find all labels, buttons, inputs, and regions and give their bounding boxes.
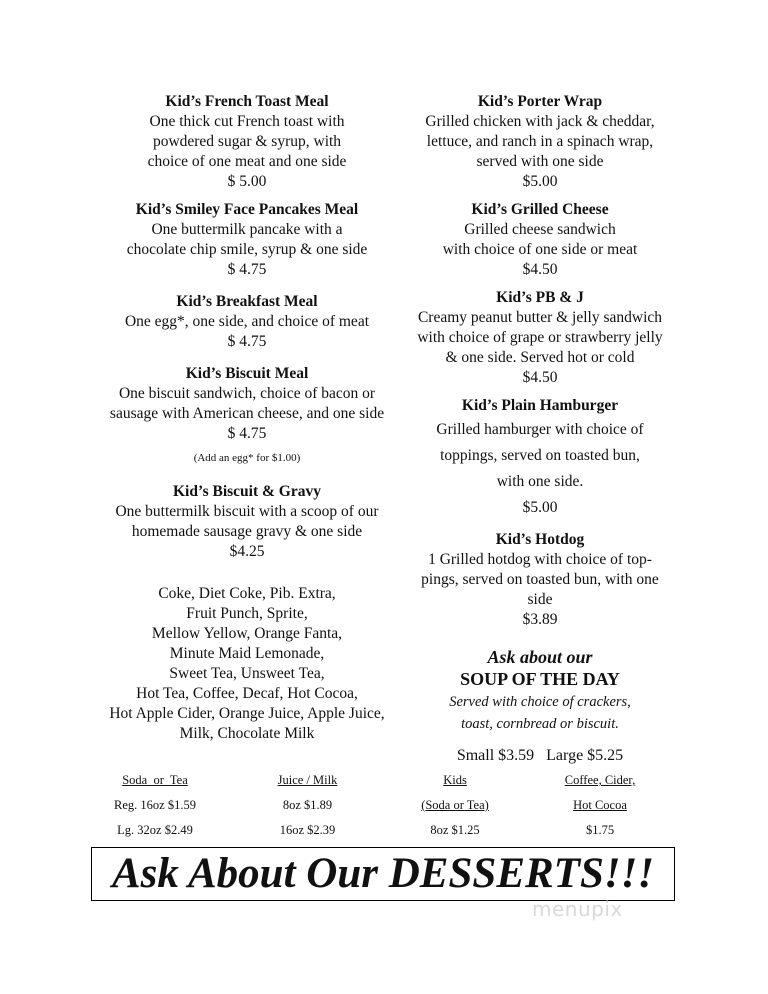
item-price: $5.00 xyxy=(522,499,558,516)
menu-item-biscuit-meal xyxy=(88,364,406,444)
soup-prices: Small $3.59 Large $5.25 xyxy=(456,747,624,764)
drinks-line: Fruit Punch, Sprite, xyxy=(186,605,308,622)
drink-col-juice-milk xyxy=(230,770,385,845)
drink-col-soda-tea xyxy=(80,770,230,845)
item-price: $3.89 xyxy=(522,611,558,628)
item-name: Kid’s Porter Wrap xyxy=(477,93,603,110)
item-name: Kid’s Grilled Cheese xyxy=(471,201,609,218)
item-price: $ 4.75 xyxy=(227,333,267,350)
item-name: Kid’s Biscuit & Gravy xyxy=(173,483,321,500)
item-desc-line: Grilled chicken with jack & cheddar, xyxy=(425,113,655,130)
drinks-line: Sweet Tea, Unsweet Tea, xyxy=(169,665,325,682)
left-menu-column xyxy=(88,92,406,744)
item-price: $4.50 xyxy=(522,369,558,386)
item-name: Kid’s Hotdog xyxy=(495,531,585,548)
item-name: Kid’s PB & J xyxy=(496,289,584,306)
item-desc-line: & one side. Served hot or cold xyxy=(445,349,635,366)
item-desc-line: with one side. xyxy=(496,473,584,490)
drink-price: $1.75 xyxy=(585,823,615,837)
biscuit-egg-note: (Add an egg* for $1.00) xyxy=(193,452,301,464)
drinks-line: Minute Maid Lemonade, xyxy=(169,645,325,662)
drink-price: Hot Cocoa xyxy=(573,798,627,812)
desserts-text: Ask About Our DESSERTS!!! xyxy=(111,850,655,897)
soup-of-the-day xyxy=(400,646,680,766)
item-name: Kid’s Plain Hamburger xyxy=(461,397,619,414)
drink-price: Lg. 32oz $2.49 xyxy=(117,823,193,837)
item-desc-line: One buttermilk biscuit with a scoop of our xyxy=(115,503,379,520)
item-desc-line: served with one side xyxy=(476,153,604,170)
drink-price: 8oz $1.25 xyxy=(430,823,480,837)
drinks-line: Coke, Diet Coke, Pib. Extra, xyxy=(158,585,336,602)
item-name: Kid’s French Toast Meal xyxy=(165,93,329,110)
item-desc-line: homemade sausage gravy & one side xyxy=(131,523,363,540)
drink-price: 8oz $1.89 xyxy=(282,798,333,812)
drinks-line: Hot Apple Cider, Orange Juice, Apple Juice, xyxy=(109,705,385,722)
soup-ask: Ask about our xyxy=(487,647,593,667)
menu-item-biscuit-gravy xyxy=(88,482,406,562)
item-desc-line: powdered sugar & syrup, with xyxy=(152,133,342,150)
menu-item-grilled-cheese xyxy=(400,200,680,280)
menu-item-plain-hamburger xyxy=(400,396,680,518)
item-price: $ 4.75 xyxy=(227,261,267,278)
item-price: $4.50 xyxy=(522,261,558,278)
item-desc-line: pings, served on toasted bun, with one xyxy=(421,571,659,588)
item-price: $4.25 xyxy=(229,543,265,560)
item-desc-line: sausage with American cheese, and one side xyxy=(109,405,385,422)
item-desc-line: with choice of one side or meat xyxy=(442,241,638,258)
soup-title: SOUP OF THE DAY xyxy=(460,669,620,689)
drink-col-header: Juice / Milk xyxy=(277,773,338,787)
item-name: Kid’s Smiley Face Pancakes Meal xyxy=(135,201,359,218)
item-desc-line: Creamy peanut butter & jelly sandwich xyxy=(417,309,663,326)
menu-item-french-toast xyxy=(88,92,406,192)
item-price: $ 4.75 xyxy=(227,425,267,442)
drink-col-header: Coffee, Cider, xyxy=(564,773,636,787)
menu-item-hotdog xyxy=(400,530,680,630)
drink-col-header: Kids xyxy=(443,773,467,787)
item-price: $5.00 xyxy=(522,173,558,190)
item-name: Kid’s Biscuit Meal xyxy=(185,365,309,382)
drink-col-coffee-cider xyxy=(525,770,675,845)
drink-col-kids xyxy=(385,770,525,845)
menu-item-smiley-pancakes xyxy=(88,200,406,280)
item-name: Kid’s Breakfast Meal xyxy=(176,293,318,310)
item-desc-line: One buttermilk pancake with a xyxy=(151,221,343,238)
item-desc-line: 1 Grilled hotdog with choice of top- xyxy=(428,551,652,568)
menu-item-pb-and-j xyxy=(400,288,680,388)
soup-sides-line: toast, cornbread or biscuit. xyxy=(461,716,619,732)
item-desc-line: lettuce, and ranch in a spinach wrap, xyxy=(426,133,654,150)
item-desc-line: chocolate chip smile, syrup & one side xyxy=(126,241,368,258)
drink-col-header: Soda or Tea xyxy=(122,773,188,787)
menu-item-breakfast-meal xyxy=(88,292,406,352)
drinks-list xyxy=(88,584,406,744)
item-desc-line: choice of one meat and one side xyxy=(147,153,347,170)
menu-item-porter-wrap xyxy=(400,92,680,192)
item-desc-line: One thick cut French toast with xyxy=(149,113,345,130)
item-desc-line: side xyxy=(527,591,553,608)
desserts-banner xyxy=(91,847,675,901)
soup-sides-line: Served with choice of crackers, xyxy=(449,694,631,710)
right-menu-column xyxy=(400,92,680,766)
drinks-line: Hot Tea, Coffee, Decaf, Hot Cocoa, xyxy=(136,685,358,702)
item-desc-line: One biscuit sandwich, choice of bacon or xyxy=(118,385,376,402)
drink-price: Reg. 16oz $1.59 xyxy=(114,798,196,812)
item-desc-line: toppings, served on toasted bun, xyxy=(440,447,640,464)
drink-price: (Soda or Tea) xyxy=(421,798,489,812)
item-desc-line: Grilled hamburger with choice of xyxy=(436,421,644,438)
drinks-line: Milk, Chocolate Milk xyxy=(179,725,315,742)
menupix-watermark: menupix xyxy=(532,897,623,921)
item-desc-line: One egg*, one side, and choice of meat xyxy=(124,313,370,330)
item-price: $ 5.00 xyxy=(227,173,267,190)
item-desc-line: with choice of grape or strawberry jelly xyxy=(417,329,663,346)
item-desc-line: Grilled cheese sandwich xyxy=(464,221,616,238)
drink-price: 16oz $2.39 xyxy=(279,823,336,837)
drinks-line: Mellow Yellow, Orange Fanta, xyxy=(151,625,343,642)
